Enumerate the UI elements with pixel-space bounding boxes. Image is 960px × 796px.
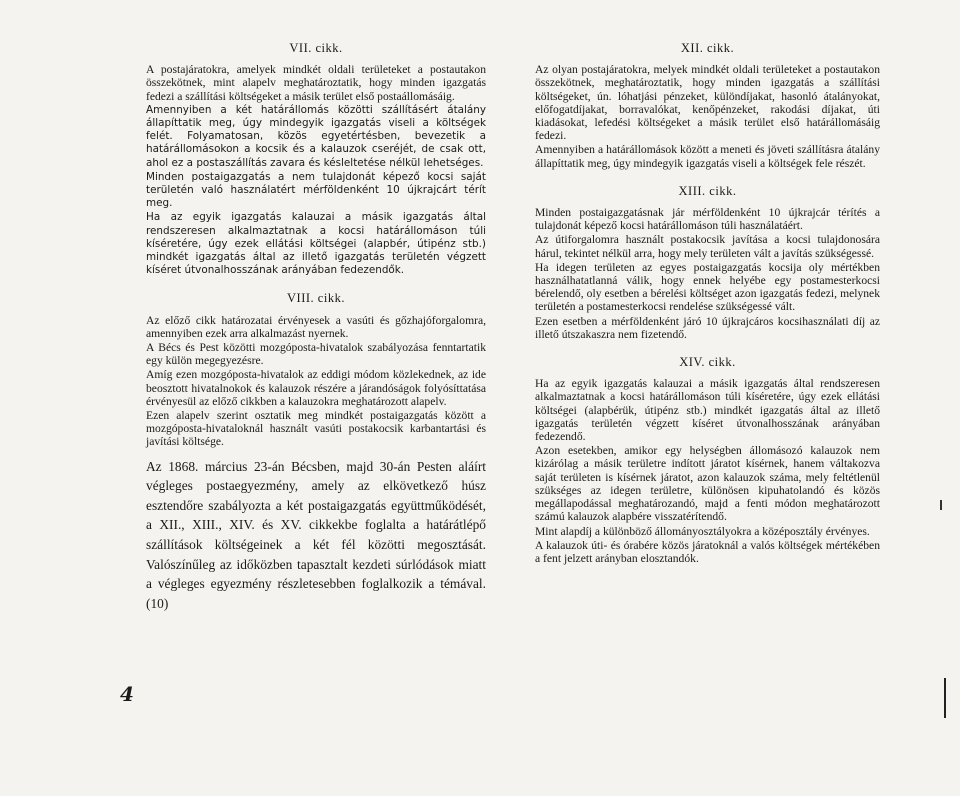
section-heading: XIV. cikk. xyxy=(679,355,736,370)
paragraph: Ha idegen területen az egyes postaigazgatás kocsija oly mértékben használhatatlanná válik, hogy ennek helyébe egy postamesterkocsi bérelendő, oly esetben a bérelési költséget azon igazgatás fedezi, melynek területén a postamesterkocsi rendelése szükségessé vált. xyxy=(535,260,880,314)
margin-mark xyxy=(944,678,946,718)
section-xiv xyxy=(535,356,880,565)
section-heading: XIII. cikk. xyxy=(678,183,737,198)
section-viii xyxy=(146,292,486,613)
paragraph: Minden postaigazgatásnak jár mérföldenként 10 újkrajcár térítés a tulajdonát képező kocsi határállomáson túli használatáért. xyxy=(535,206,880,233)
paragraph: Amíg ezen mozgóposta-hivatalok az eddigi módom közlekednek, az ide beosztott hivatalnokok és kalauzok részére a járandóságok folyósíttatása érvényesül az előző cikkben a kalauzokra meghatározott alapelv. xyxy=(146,368,486,408)
paragraph: Az olyan postajáratokra, melyek mindkét oldali területeket a postautakon összekötnek, meghatároztatik, hogy minden igazgatás a szállítási költségeket, ún. lóhatjási pénzeket, különdíjakat, hasonló átalányokat, előfogatdíjakat, borravalókat, kenőpénzeket, rakodási díjakat, úti kiadásokat, lefedési költségeket a másik terület első határállomásáig fedezi. xyxy=(535,63,880,143)
section-heading: XII. cikk. xyxy=(680,41,735,55)
paragraph: Ezen alapelv szerint osztatik meg mindkét postaigazgatás között a mozgóposta-hivataloknál használt vasúti postakocsik karbantartási és javítási költsége. xyxy=(146,409,486,449)
section-xii xyxy=(535,42,880,170)
section-vii xyxy=(146,42,486,277)
paragraph: Ha az egyik igazgatás kalauzai a másik igazgatás által rendszeresen alkalmaztatnak a kocsi határállomáson túli kíséretére, úgy ezek ellátási költségei (alapbér, útipénz stb.) mindkét igazgatás által az illető igazgatás területén végzett kíséret útvonalhosszának arányában fedezendők. xyxy=(146,211,486,277)
paragraph: Az előző cikk határozatai érvényesek a vasúti és gőzhajóforgalomra, amennyiben ezek arra alkalmazást nyernek. xyxy=(146,313,486,340)
paragraph: Minden postaigazgatás a nem tulajdonát képező kocsi saját területén való használatért mérföldenként 10 újkrajcárt térít meg. xyxy=(146,170,486,210)
paragraph: Amennyiben a határállomások között a meneti és jöveti szállításra átalány állapíttatik meg, úgy mindegyik igazgatás viseli a költségek fele részét. xyxy=(535,143,880,170)
paragraph: Az útiforgalomra használt postakocsik javítása a kocsi tulajdonosára hárul, tekintet nélkül arra, hogy mely területen vált a javítás szükségessé. xyxy=(535,233,880,260)
paragraph: Ha az egyik igazgatás kalauzai a másik igazgatás által rendszeresen alkalmaztatnak a kocsi határállomáson túli kíséretére, úgy ezek ellátási költségei (alapbérük, útipénz stb.) mindkét igazgatás által az illető igazgatás területén végzett kíséret útvonalhosszának arányában fedezendő. xyxy=(535,377,880,444)
paragraph-commentary: Az 1868. március 23-án Bécsben, majd 30-án Pesten aláírt végleges postaegyezmény, amely az elkövetkező húsz esztendőre szabályozta a két postaigazgatás együttműködését, a XII., XIII., XIV. és XV. cikkekbe foglalta a határátlépő szállítások költségeinek a két fél közötti megosztását. Valószínűleg az időközben tapasztalt kezdeti súrlódások miatt a végleges egyezmény részletesebben foglalkozik a témával. (10) xyxy=(146,458,486,611)
section-heading: VII. cikk. xyxy=(289,41,343,55)
paragraph: Ezen esetben a mérföldenként járó 10 újkrajcáros kocsihasználati díj az illető útszakaszra nem fizetendő. xyxy=(535,314,880,341)
page-number: 4 xyxy=(120,682,134,706)
right-column xyxy=(535,42,880,566)
left-column xyxy=(146,42,486,614)
paragraph: Mint alapdíj a különböző állományosztályokra a középosztály érvényes. xyxy=(535,524,870,538)
paragraph: A Bécs és Pest közötti mozgóposta-hivatalok szabályozása fenntartatik egy külön megegyezésre. xyxy=(146,341,486,368)
section-heading: VIII. cikk. xyxy=(287,291,345,306)
paragraph: A kalauzok úti- és órabére közös járatoknál a valós költségek mértékében a fent jelzett arányban elosztandók. xyxy=(535,538,880,565)
section-xiii xyxy=(535,185,880,341)
margin-mark xyxy=(940,500,942,510)
paragraph: A postajáratokra, amelyek mindkét oldali területeket a postautakon összekötnek, mint alapelv meghatároztatik, hogy minden igazgatás fedezi a szállítási költségeket a másik terület első postaállomásáig. xyxy=(146,63,486,103)
paragraph: Amennyiben a két határállomás közötti szállításért átalány állapíttatik meg, úgy mindegyik igazgatás viseli a költségek felét. Folyamatosan, közös egyetértésben, bevezetik a határállomásokon a kocsik és a kalauzok cseréjét, de csak ott, ahol ez a postaszállítás zavara és késleltetése nélkül lehetséges. xyxy=(146,103,486,169)
paragraph: Azon esetekben, amikor egy helységben állomásozó kalauzok nem kizárólag a másik területre indított járatot kísérnek, hanem váltakozva saját területen is kísérnek járatot, azon kalauzok száma, mely feltétlenül szükséges az idegen területre, különösen kipuhatolandó és közös megállapodással meghatározandó, majd a fenti módon meghatározott számú kalauzok alapbére visszatérítendő. xyxy=(535,444,880,524)
